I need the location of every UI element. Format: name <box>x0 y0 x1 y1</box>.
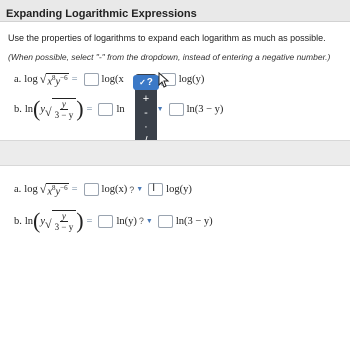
radicand: $x^8y^{-6}$ <box>47 183 68 197</box>
ln-3-minus-y-term: ln(3 − y) <box>186 103 224 115</box>
panel-title: Expanding Logarithmic Expressions <box>6 8 197 20</box>
left-paren: ( <box>33 208 41 233</box>
ln-fragment: ln <box>116 103 125 115</box>
coefficient-input[interactable] <box>148 183 163 196</box>
dropdown-option[interactable]: - <box>144 107 148 119</box>
ln-3-minus-y-term: ln(3 − y) <box>175 215 213 227</box>
coefficient-input[interactable] <box>84 73 99 86</box>
right-paren: ) <box>76 96 84 121</box>
sqrt-icon: √ <box>45 217 52 231</box>
log-y-term: log(y) <box>178 74 205 85</box>
problem-label: b. <box>14 215 22 227</box>
dropdown-option[interactable]: + <box>142 93 150 105</box>
log-x-term: log(x) <box>101 184 128 195</box>
ln-text: ln <box>24 215 34 227</box>
text-cursor-icon: I <box>152 182 156 194</box>
log-text: log <box>24 184 38 195</box>
coefficient-input[interactable] <box>84 183 99 196</box>
problem-label: b. <box>14 103 22 115</box>
dropdown-note: (When possible, select "-" from the dropdown, instead of entering a negative number.) <box>8 52 331 62</box>
mouse-pointer-icon <box>158 72 170 88</box>
chevron-down-icon: ▼ <box>145 217 153 225</box>
sqrt-icon: √ <box>39 72 47 86</box>
fraction: $\frac{y}{3 - y}$ <box>52 210 77 232</box>
problem-panel-top <box>0 0 350 140</box>
coefficient-input[interactable] <box>98 215 113 228</box>
operator-select-open[interactable]: ✓ ? <box>133 75 159 90</box>
sqrt-expression <box>40 72 69 87</box>
radicand: $x^8y^{-6}$ <box>47 73 68 87</box>
check-icon: ✓ <box>139 78 146 87</box>
fraction: $\frac{y}{3 - y}$ <box>52 98 77 120</box>
sqrt-expression <box>45 210 76 232</box>
y-var: y <box>40 215 46 227</box>
coefficient-input[interactable] <box>98 103 113 116</box>
operator-select[interactable]: ? ▼ <box>138 216 153 226</box>
problem-b-top <box>14 98 223 120</box>
problem-label: a. <box>14 184 22 195</box>
ln-text: ln <box>24 103 34 115</box>
equals-sign: = <box>71 74 78 85</box>
instructions: Use the properties of logarithms to expand each logarithm as much as possible. <box>8 33 326 43</box>
sqrt-expression <box>40 182 69 197</box>
sqrt-icon: √ <box>39 182 47 196</box>
coefficient-input[interactable] <box>158 215 173 228</box>
equals-sign: = <box>86 103 93 115</box>
problem-a-bottom <box>14 182 192 197</box>
chevron-down-icon: ▼ <box>136 186 144 193</box>
problem-a-top <box>14 72 204 87</box>
sqrt-expression <box>45 98 76 120</box>
ln-y-term: ln(y) <box>116 215 137 227</box>
left-paren: ( <box>33 96 41 121</box>
problem-label: a. <box>14 74 22 85</box>
dropdown-option[interactable]: · <box>144 121 148 133</box>
y-var: y <box>40 103 46 115</box>
log-y-term: log(y) <box>166 184 192 195</box>
log-text: log <box>24 74 38 85</box>
right-paren: ) <box>76 208 84 233</box>
problem-b-bottom <box>14 210 213 232</box>
equals-sign: = <box>86 215 93 227</box>
log-x-term: log(x <box>101 74 124 85</box>
panel-header <box>0 0 350 22</box>
operator-select[interactable]: ? ▼ <box>129 184 144 195</box>
coefficient-input[interactable] <box>169 103 184 116</box>
sqrt-icon: √ <box>45 105 52 119</box>
chevron-down-icon: ▼ <box>156 105 164 113</box>
panel-separator <box>0 140 350 166</box>
equals-sign: = <box>71 184 78 195</box>
problem-panel-bottom <box>0 166 350 345</box>
